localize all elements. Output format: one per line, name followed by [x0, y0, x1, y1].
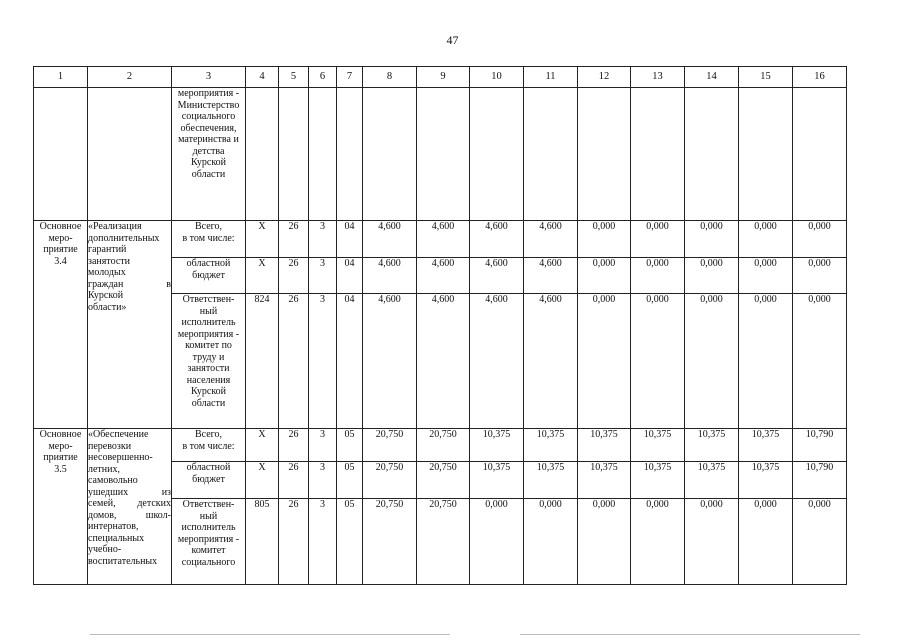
text-line: в том числе: [182, 440, 235, 452]
word: «Обеспечение [88, 429, 149, 440]
value-cell: 0,000 [578, 294, 631, 429]
code-cell: Х [246, 221, 279, 258]
word: Курской [88, 290, 124, 301]
code-cell: 824 [246, 294, 279, 429]
word: учебно- [88, 544, 122, 555]
funding-source-cell [172, 462, 246, 499]
text-line [88, 290, 171, 302]
value-cell: 4,600 [470, 294, 524, 429]
text-line [88, 510, 171, 522]
value-cell: 0,000 [685, 258, 739, 294]
funding-source-cell [172, 258, 246, 294]
text-line: ный [199, 305, 218, 317]
word: в [166, 278, 171, 290]
code-cell: 3 [309, 258, 337, 294]
column-header: 10 [470, 67, 524, 88]
text-line: Всего, [194, 221, 223, 232]
word: летних, [88, 463, 121, 475]
word: занятости [88, 255, 130, 267]
text-line [88, 556, 171, 568]
text-line: комитет по [185, 340, 232, 351]
value-cell: 4,600 [524, 221, 578, 258]
value-cell: 0,000 [739, 294, 793, 429]
value-cell: 0,000 [631, 294, 685, 429]
word: домов, [88, 509, 117, 521]
text-line: Курской [190, 157, 227, 168]
text-line: меро- [48, 440, 73, 452]
text-line: Ответствен- [182, 499, 235, 510]
text-line: приятие [43, 244, 78, 255]
text-line: бюджет [192, 269, 225, 281]
text-line [88, 521, 171, 533]
cell [337, 88, 363, 221]
code-cell: 26 [279, 499, 309, 585]
word: молодых [88, 267, 126, 278]
value-cell: 10,375 [470, 429, 524, 462]
funding-source-cell [172, 221, 246, 258]
activity-name-cell [88, 429, 172, 585]
value-cell: 0,000 [631, 258, 685, 294]
code-cell: Х [246, 462, 279, 499]
text-line: областной [186, 258, 231, 269]
code-cell: 26 [279, 462, 309, 499]
text-line: детства [192, 145, 225, 157]
activity-number-cell [34, 429, 88, 585]
text-line: занятости [187, 363, 230, 374]
code-cell: 3 [309, 499, 337, 585]
code-cell: 26 [279, 429, 309, 462]
value-cell: 20,750 [363, 429, 417, 462]
text-line: Министерство [177, 99, 240, 111]
text-line: социального [181, 111, 236, 122]
value-cell: 4,600 [363, 258, 417, 294]
funding-source-cell [172, 429, 246, 462]
word: воспитательных [88, 555, 158, 567]
cell [470, 88, 524, 221]
value-cell: 0,000 [685, 499, 739, 585]
value-cell: 10,375 [470, 462, 524, 499]
text-line: обеспечения, [180, 122, 237, 134]
text-line [88, 302, 171, 314]
text-line [88, 256, 171, 268]
text-line [88, 244, 171, 256]
value-cell: 10,790 [793, 429, 847, 462]
code-cell: 05 [337, 429, 363, 462]
column-header: 1 [34, 67, 88, 88]
text-line: 3.4 [54, 255, 67, 267]
cell [246, 88, 279, 221]
text-line: мероприятия - [177, 533, 240, 545]
value-cell: 10,790 [793, 462, 847, 499]
cell [363, 88, 417, 221]
value-cell: 10,375 [578, 429, 631, 462]
column-header: 12 [578, 67, 631, 88]
code-cell: Х [246, 258, 279, 294]
text-line [88, 452, 171, 464]
column-header: 9 [417, 67, 470, 88]
funding-source-cell [172, 294, 246, 429]
column-header: 11 [524, 67, 578, 88]
code-cell: 26 [279, 294, 309, 429]
text-line [88, 533, 171, 545]
column-header: 3 [172, 67, 246, 88]
cell [739, 88, 793, 221]
value-cell: 10,375 [578, 462, 631, 499]
value-cell: 0,000 [739, 221, 793, 258]
word: несовершенно- [88, 452, 153, 463]
word: области» [88, 301, 127, 313]
value-cell: 4,600 [470, 258, 524, 294]
value-cell: 0,000 [739, 258, 793, 294]
word: граждан [88, 278, 124, 290]
value-cell: 0,000 [685, 294, 739, 429]
value-cell: 20,750 [417, 462, 470, 499]
code-cell: 04 [337, 258, 363, 294]
text-line [88, 544, 171, 556]
text-line: мероприятия - [177, 328, 240, 340]
table-row [34, 429, 847, 462]
text-line [88, 429, 171, 441]
column-header: 7 [337, 67, 363, 88]
value-cell: 0,000 [524, 499, 578, 585]
code-cell: 3 [309, 462, 337, 499]
value-cell: 10,375 [524, 429, 578, 462]
cell [793, 88, 847, 221]
code-cell: 3 [309, 429, 337, 462]
text-line: материнства и [178, 134, 239, 145]
word: школ- [145, 509, 171, 521]
column-header: 4 [246, 67, 279, 88]
word: гарантий [88, 244, 127, 255]
value-cell: 10,375 [685, 429, 739, 462]
text-line: населения [186, 374, 231, 386]
column-header: 5 [279, 67, 309, 88]
code-cell: 05 [337, 499, 363, 585]
page-number: 47 [446, 33, 459, 47]
text-line: 3.5 [54, 463, 67, 475]
column-header: 16 [793, 67, 847, 88]
cell [417, 88, 470, 221]
value-cell: 0,000 [631, 499, 685, 585]
cell [631, 88, 685, 221]
text-line: областной [186, 462, 231, 473]
text-line: труду и [192, 351, 225, 363]
text-line: области [191, 397, 226, 409]
word: семей, [88, 498, 116, 509]
continuation-row [34, 88, 847, 221]
header-row [34, 67, 847, 88]
code-cell: 3 [309, 294, 337, 429]
value-cell: 0,000 [793, 258, 847, 294]
text-line [88, 221, 171, 233]
activity-name-cell [88, 221, 172, 429]
column-header: 14 [685, 67, 739, 88]
value-cell: 0,000 [631, 221, 685, 258]
value-cell: 0,000 [793, 294, 847, 429]
value-cell: 0,000 [685, 221, 739, 258]
code-cell: 26 [279, 221, 309, 258]
text-line: меро- [48, 232, 73, 244]
value-cell: 10,375 [739, 462, 793, 499]
text-line [88, 464, 171, 476]
column-header: 8 [363, 67, 417, 88]
value-cell: 20,750 [363, 499, 417, 585]
code-cell: 26 [279, 258, 309, 294]
value-cell: 10,375 [631, 429, 685, 462]
text-line: исполнитель [181, 522, 236, 533]
cell [279, 88, 309, 221]
text-line [88, 279, 171, 291]
value-cell: 4,600 [363, 294, 417, 429]
text-line [88, 498, 171, 510]
value-cell: 4,600 [417, 258, 470, 294]
value-cell: 0,000 [578, 221, 631, 258]
text-line: Курской [190, 386, 227, 397]
value-cell: 4,600 [363, 221, 417, 258]
cell [309, 88, 337, 221]
code-cell: Х [246, 429, 279, 462]
text-line [88, 475, 171, 487]
code-cell: 04 [337, 294, 363, 429]
word: ушедших [88, 486, 129, 498]
value-cell: 4,600 [417, 221, 470, 258]
code-cell: 04 [337, 221, 363, 258]
text-line [88, 267, 171, 279]
text-line: Ответствен- [182, 294, 235, 305]
text-line: бюджет [192, 473, 225, 485]
value-cell: 10,375 [739, 429, 793, 462]
text-line: социального [181, 556, 236, 568]
text-line: Всего, [194, 429, 223, 440]
text-line: Основное [39, 221, 82, 232]
value-cell: 20,750 [417, 429, 470, 462]
word: перевозки [88, 440, 132, 452]
word: специальных [88, 532, 145, 544]
text-line: Основное [39, 429, 82, 440]
word: детских [137, 498, 171, 509]
word: из [161, 486, 171, 498]
value-cell: 0,000 [793, 221, 847, 258]
code-cell: 805 [246, 499, 279, 585]
text-line: в том числе: [182, 232, 235, 244]
value-cell: 20,750 [417, 499, 470, 585]
code-cell: 3 [309, 221, 337, 258]
funding-source-cell [172, 499, 246, 585]
value-cell: 0,000 [739, 499, 793, 585]
value-cell: 0,000 [578, 258, 631, 294]
footer-line [90, 634, 450, 635]
value-cell: 0,000 [793, 499, 847, 585]
value-cell: 4,600 [470, 221, 524, 258]
value-cell: 4,600 [417, 294, 470, 429]
cell [578, 88, 631, 221]
text-line [88, 233, 171, 245]
value-cell: 10,375 [631, 462, 685, 499]
value-cell: 4,600 [524, 294, 578, 429]
text-line: приятие [43, 452, 78, 463]
text-line [88, 487, 171, 499]
footer-line [520, 634, 860, 635]
text-line: области [191, 168, 226, 180]
cell [88, 88, 172, 221]
word: интернатов, [88, 521, 139, 532]
value-cell: 0,000 [470, 499, 524, 585]
table-row [34, 221, 847, 258]
column-header: 13 [631, 67, 685, 88]
text-line: комитет [191, 545, 226, 556]
value-cell: 0,000 [578, 499, 631, 585]
activity-number-cell [34, 221, 88, 429]
budget-table [33, 66, 847, 585]
column-header: 6 [309, 67, 337, 88]
text-line: ный [199, 510, 218, 522]
column-header: 2 [88, 67, 172, 88]
value-cell: 10,375 [524, 462, 578, 499]
cell [524, 88, 578, 221]
cell [34, 88, 88, 221]
code-cell: 05 [337, 462, 363, 499]
text-line [88, 441, 171, 453]
executor-cell [172, 88, 246, 221]
text-line: мероприятия - [177, 88, 240, 99]
word: «Реализация [88, 221, 142, 232]
value-cell: 20,750 [363, 462, 417, 499]
value-cell: 10,375 [685, 462, 739, 499]
word: самовольно [88, 475, 138, 486]
word: дополнительных [88, 232, 160, 244]
value-cell: 4,600 [524, 258, 578, 294]
text-line: исполнитель [181, 317, 236, 328]
column-header: 15 [739, 67, 793, 88]
cell [685, 88, 739, 221]
